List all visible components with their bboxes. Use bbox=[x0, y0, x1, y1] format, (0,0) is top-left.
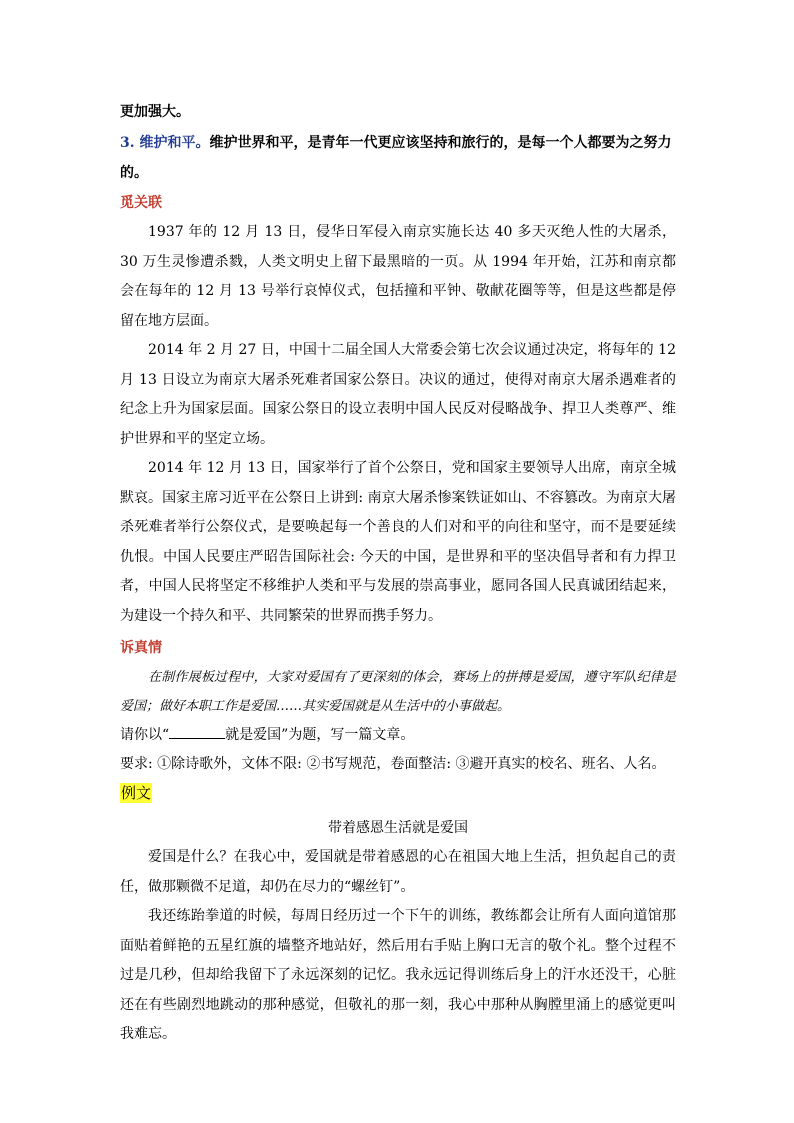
guanlian-paragraph-2: 2014 年 2 月 27 日，中国十二届全国人大常委会第七次会议通过决定，将每年的 12 月 13 日设立为南京大屠杀死难者国家公祭日。决议的通过，使得对南京大屠杀遇难者的纪念上升为国家层面。国家公祭日的设立表明中国人民反对侵略战争、捍卫人类尊严、维护世界和平的坚定立场。 bbox=[120, 342, 676, 447]
prompt-after-blank: 就是爱国”为题，写一篇文章。 bbox=[225, 727, 415, 743]
guanlian-paragraph-3: 2014 年 12 月 13 日，国家举行了首个公祭日，党和国家主要领导人出席，南京全城默哀。国家主席习近平在公祭日上讲到: 南京大屠杀惨案铁证如山、不容篡改。为南京大屠杀死难者举行公祭仪式，是要唤起每一个善良的人们对和平的向往和坚守，而不是要延续仇恨。中国人民要庄严昭告国际社会: 今天的中国，是世界和平的坚决倡导者和有力捍卫者，中国人民将坚定不移维护人类和平与发展的崇高事业，愿同各国人民真诚团结起来，为建设一个持久和平、共同繁荣的世界而携手努力。 bbox=[120, 460, 676, 624]
point-3-title: 3. 维护和平。 bbox=[120, 135, 210, 151]
example-paragraph-1: 爱国是什么？在我心中，爱国就是带着感恩的心在祖国大地上生活，担负起自己的责任，做那颗微不足道，却仍在尽力的“螺丝钉”。 bbox=[120, 849, 676, 895]
example-paragraph-2: 我还练跆拳道的时候，每周日经历过一个下午的训练，教练都会让所有人面向道馆那面贴着鲜艳的五星红旗的墙整齐地站好，然后用右手贴上胸口无言的敬个礼。整个过程不过是几秒，但却给我留下了永远深刻的记忆。我永远记得训练后身上的汗水还没干，心脏还在有些剧烈地跳动的那种感觉，但敬礼的那一刻，我心中那种从胸膛里涌上的感觉更叫我难忘。 bbox=[120, 908, 676, 1042]
point-3 bbox=[120, 128, 676, 188]
prompt-blank bbox=[169, 724, 225, 739]
zhenqing-body: 在制作展板过程中，大家对爱国有了更深刻的体会，赛场上的拼搏是爱国，遵守军队纪律是爱国；做好本职工作是爱国……其实爱国就是从生活中的小事做起。 bbox=[120, 670, 676, 714]
example-tag: 例文 bbox=[121, 784, 152, 802]
point-3-body: 维护世界和平，是青年一代更应该坚持和旅行的，是每一个人都要为之努力的。 bbox=[120, 135, 672, 181]
heading-zhenqing: 诉真情 bbox=[120, 640, 162, 656]
heading-guanlian: 觅关联 bbox=[120, 195, 162, 211]
requirements: 要求: ①除诗歌外，文体不限: ②书写规范，卷面整洁: ③避开真实的校名、班名、人名。 bbox=[120, 756, 666, 772]
guanlian-paragraph-1: 1937 年的 12 月 13 日，侵华日军侵入南京实施长达 40 多天灭绝人性的大屠杀，30 万生灵惨遭杀戮，人类文明史上留下最黑暗的一页。从 1994 年开始，江苏和南京都会在每年的 12 月 13 号举行哀悼仪式，包括撞和平钟、敬献花圈等等，但是这些都是停留在地方层面。 bbox=[120, 224, 676, 329]
example-title: 带着感恩生活就是爱国 bbox=[328, 820, 468, 836]
document-page bbox=[120, 96, 676, 1050]
section-continuation: 更加强大。 bbox=[120, 104, 190, 120]
prompt-before-blank: 请你以“ bbox=[120, 727, 170, 743]
writing-prompt bbox=[120, 721, 676, 750]
